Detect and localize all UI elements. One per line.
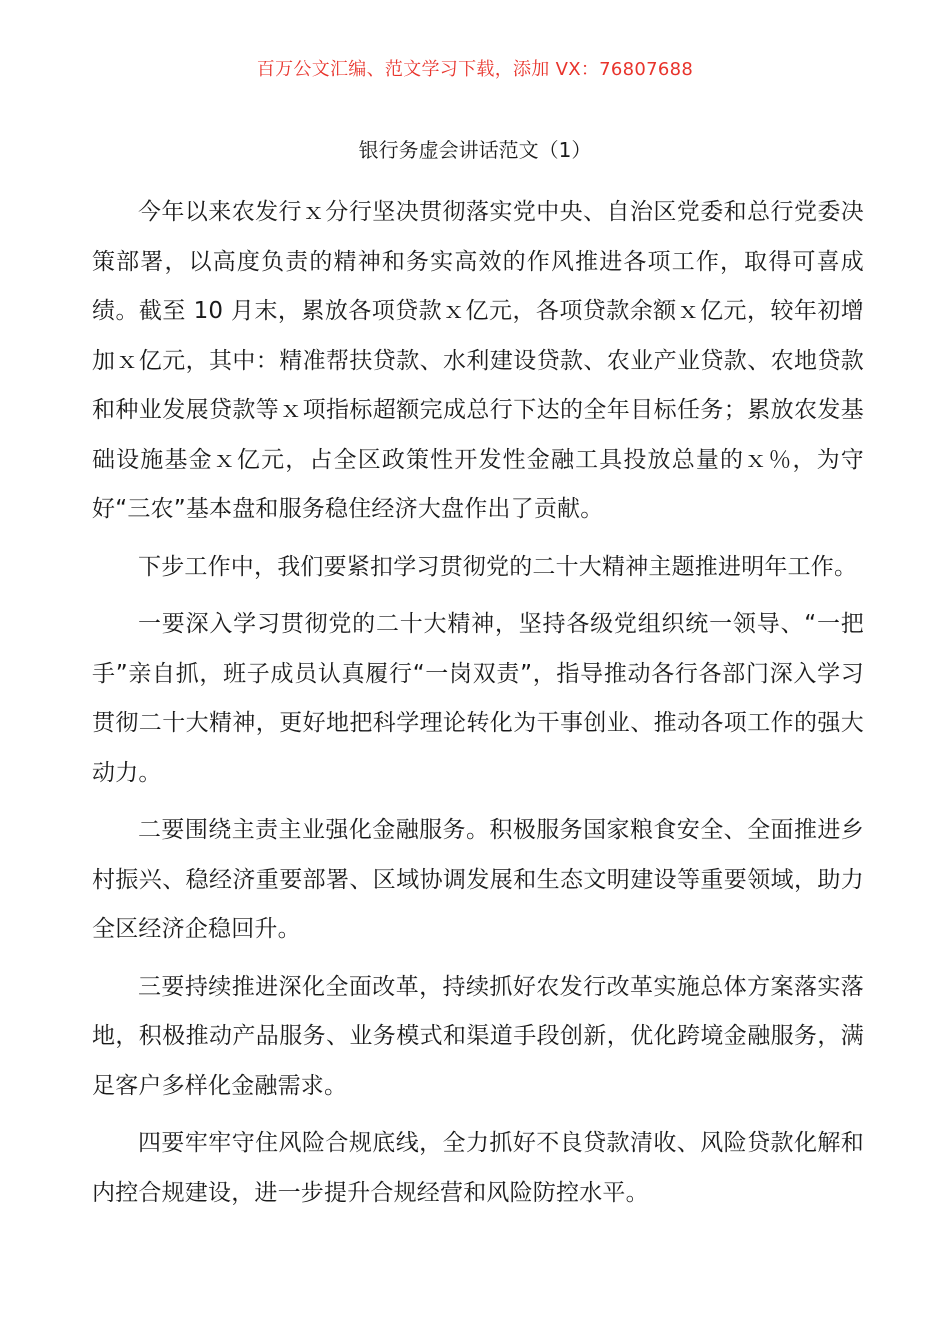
document-title: 银行务虚会讲话范文（1） <box>358 138 592 162</box>
paragraph-6: 四要牢牢守住风险合规底线，全力抓好不良贷款清收、风险贷款化解和内控合规建设，进一步提升合规经营和风险防控水平。 <box>92 1130 864 1206</box>
header-banner: 百万公文汇编、范文学习下载，添加 VX：76807688 <box>256 59 694 80</box>
paragraph-3: 一要深入学习贯彻党的二十大精神，坚持各级党组织统一领导、“一把手”亲自抓，班子成员认真履行“一岗双责”，指导推动各行各部门深入学习贯彻二十大精神，更好地把科学理论转化为干事创业、推动各项工作的强大动力。 <box>92 611 864 786</box>
paragraph-1: 今年以来农发行ｘ分行坚决贯彻落实党中央、自治区党委和总行党委决策部署，以高度负责的精神和务实高效的作风推进各项工作，取得可喜成绩。截至 10 月末，累放各项贷款ｘ亿元，各项贷款余额ｘ亿元，较年初增加ｘ亿元，其中：精准帮扶贷款、水利建设贷款、农业产业贷款、农地贷款和种业发展贷款等ｘ项指标超额完成总行下达的全年目标任务；累放农发基础设施基金ｘ亿元，占全区政策性开发性金融工具投放总量的ｘ％，为守好“三农”基本盘和服务稳住经济大盘作出了贡献。 <box>92 199 864 522</box>
paragraph-4: 二要围绕主责主业强化金融服务。积极服务国家粮食安全、全面推进乡村振兴、稳经济重要部署、区域协调发展和生态文明建设等重要领域，助力全区经济企稳回升。 <box>92 817 864 942</box>
paragraph-5: 三要持续推进深化全面改革，持续抓好农发行改革实施总体方案落实落地，积极推动产品服务、业务模式和渠道手段创新，优化跨境金融服务，满足客户多样化金融需求。 <box>92 973 864 1099</box>
document-body <box>92 188 864 1226</box>
paragraph-2: 下步工作中，我们要紧扣学习贯彻党的二十大精神主题推进明年工作。 <box>138 553 858 580</box>
